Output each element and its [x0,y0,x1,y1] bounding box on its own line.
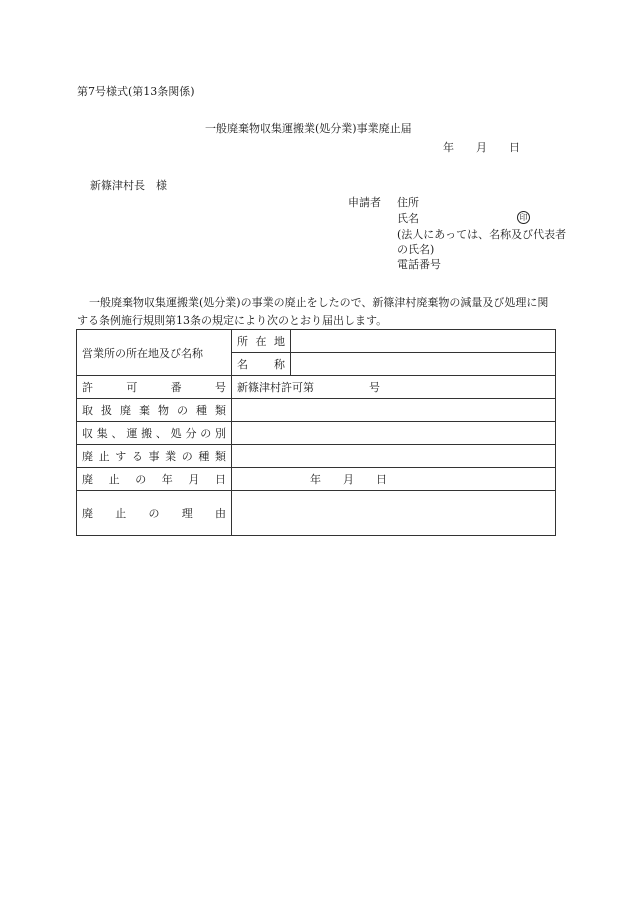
location-field[interactable] [291,330,556,353]
form-label: 第7号様式(第13条関係) [77,85,195,98]
date-label: 廃止の年月日 [77,468,232,491]
location-label: 所在地 [232,330,291,353]
name-field[interactable] [291,353,556,376]
permit-label: 許可番号 [77,376,232,399]
permit-field[interactable]: 新篠津村許可第 号 [232,376,556,399]
office-label: 営業所の所在地及び名称 [77,330,232,376]
waste-type-label: 取扱廃棄物の種類 [77,399,232,422]
table-row [77,491,556,536]
category-label: 収集、運搬、処分の別 [77,422,232,445]
document-title: 一般廃棄物収集運搬業(処分業)事業廃止届 [205,122,412,135]
applicant-address-label: 住所 [397,196,419,209]
business-type-label: 廃止する事業の種類 [77,445,232,468]
body-text: 一般廃棄物収集運搬業(処分業)の事業の廃止をしたので、新篠津村廃棄物の減量及び処理に関する条例施行規則第13条の規定により次のとおり届出します。 [77,296,549,327]
table-row [77,445,556,468]
reason-label: 廃止の理由 [77,491,232,536]
table-row [77,422,556,445]
table-row [77,468,556,491]
waste-type-field[interactable] [232,399,556,422]
date-line: 年 月 日 [443,141,520,154]
business-type-field[interactable] [232,445,556,468]
reason-field[interactable] [232,491,556,536]
applicant-phone-label: 電話番号 [397,258,441,271]
name-label: 名称 [232,353,291,376]
table-row [77,330,556,353]
applicant-name-label: 氏名 [397,212,419,225]
applicant-label: 申請者 [348,196,381,209]
table-row [77,399,556,422]
seal-mark: 印 [517,211,530,224]
corporate-note: (法人にあっては、名称及び代表者の氏名) [397,228,567,256]
category-field[interactable] [232,422,556,445]
addressee: 新篠津村長 様 [90,179,167,192]
table-row [77,376,556,399]
abolition-date-field[interactable]: 年 月 日 [232,468,556,491]
details-table [76,329,556,536]
